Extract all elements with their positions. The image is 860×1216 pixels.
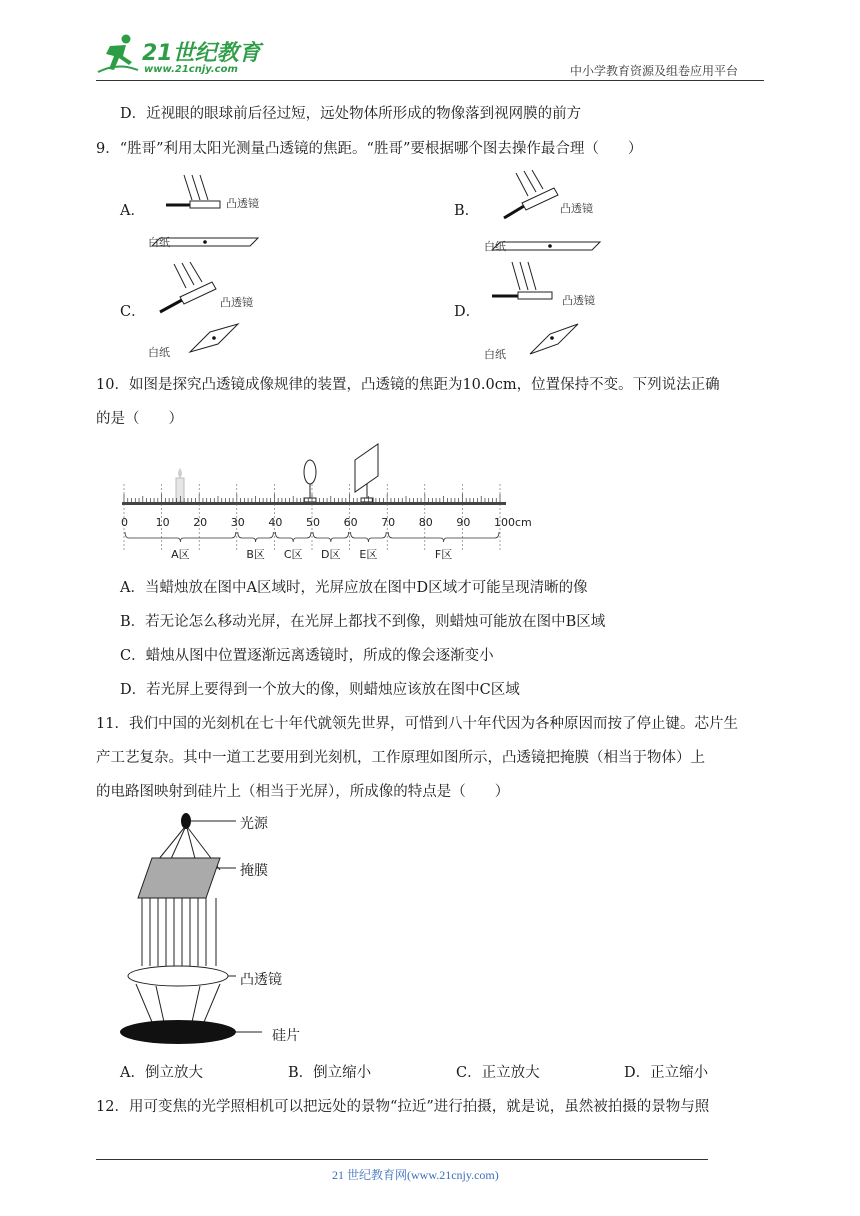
q9-label-b: B．: [454, 203, 480, 219]
label-silicon-wafer: 硅片: [272, 1028, 300, 1044]
ruler-tick-label: 10: [155, 516, 170, 529]
zone-brace: [125, 532, 236, 542]
q9-d-lens-label: 凸透镜: [562, 294, 595, 307]
q10-option-b: B．若无论怎么移动光屏，在光屏上都找不到像，则蜡烛可能放在图中B区域: [120, 614, 606, 630]
ruler-tick-label: 80: [418, 516, 433, 529]
q9-d-paper-label: 白纸: [484, 348, 506, 361]
q12-stem-line1: 12．用可变焦的光学照相机可以把远处的景物“拉近”进行拍摄，就是说，虽然被拍摄的景物与照: [96, 1099, 710, 1115]
ruler-tick-label: 0: [121, 516, 128, 529]
silicon-wafer-icon: [120, 1020, 236, 1044]
q10-option-a: A．当蜡烛放在图中A区域时，光屏应放在图中D区域才可能呈现清晰的像: [120, 580, 588, 596]
q9-stem: 9．“胜哥”利用太阳光测量凸透镜的焦距。“胜哥”要根据哪个图去操作最合理（ ）: [96, 141, 643, 157]
label-light-source: 光源: [240, 816, 268, 832]
ruler-tick-label: 90: [456, 516, 471, 529]
zone-label: F区: [434, 548, 453, 561]
zone-brace: [238, 532, 274, 542]
header-logo: [96, 32, 266, 78]
zone-label: A区: [171, 548, 190, 561]
zone-label: B区: [246, 548, 265, 561]
q9-a-lens-label: 凸透镜: [226, 197, 259, 210]
label-convex-lens: 凸透镜: [240, 972, 282, 988]
site-title: 中小学教育资源及组卷应用平台: [570, 64, 739, 78]
optical-bench-figure: [110, 440, 540, 568]
lithography-figure: [112, 808, 312, 1058]
zone-label: D区: [321, 548, 341, 561]
q10-option-d: D．若光屏上要得到一个放大的像，则蜡烛应该放在图中C区域: [120, 682, 520, 698]
q9-b-paper-label: 白纸: [484, 240, 506, 253]
ruler-tick-label: 60: [343, 516, 358, 529]
zone-label: E区: [359, 548, 378, 561]
q10-option-c: C．蜡烛从图中位置逐渐远离透镜时，所成的像会逐渐变小: [120, 648, 494, 664]
light-source-icon: [181, 813, 191, 829]
ruler-tick-label: 100cm: [494, 516, 532, 529]
q9-a-paper-label: 白纸: [148, 236, 170, 249]
q11-stem-line1: 11．我们中国的光刻机在七十年代就领先世界，可惜到八十年代因为各种原因而按了停止键。芯片生: [96, 716, 738, 732]
ruler-tick-label: 20: [193, 516, 208, 529]
q9-label-d: D．: [454, 304, 481, 320]
label-mask: 掩膜: [240, 863, 268, 879]
q9-c-lens-label: 凸透镜: [220, 296, 253, 309]
q10-stem-line2: 的是（ ）: [96, 411, 183, 427]
logo-url-text: www.21cnjy.com: [144, 64, 238, 75]
screen-icon: [355, 444, 378, 502]
q11-option-c: C．正立放大: [456, 1065, 540, 1081]
q8-option-d: D．近视眼的眼球前后径过短，远处物体所形成的物像落到视网膜的前方: [120, 106, 582, 122]
zone-brace: [351, 532, 387, 542]
ruler-tick-label: 50: [306, 516, 320, 529]
zone-label: C区: [283, 548, 303, 561]
q11-stem-line3: 的电路图映射到硅片上（相当于光屏），所成像的特点是（ ）: [96, 784, 510, 800]
q9-b-lens-label: 凸透镜: [560, 202, 593, 215]
q9-label-a: A．: [120, 203, 145, 219]
q10-stem-line1: 10．如图是探究凸透镜成像规律的装置，凸透镜的焦距为10.0cm，位置保持不变。下列说法正确: [96, 377, 720, 393]
q11-stem-line2: 产工艺复杂。其中一道工艺要用到光刻机，工作原理如图所示，凸透镜把掩膜（相当于物体）上: [96, 750, 705, 766]
zone-brace: [275, 532, 311, 542]
header-divider: [96, 80, 764, 81]
ruler-tick-label: 30: [230, 516, 245, 529]
ruler-tick-label: 70: [381, 516, 396, 529]
q11-option-a: A．倒立放大: [120, 1065, 203, 1081]
zone-brace: [313, 532, 349, 542]
q9-label-c: C．: [120, 304, 146, 320]
zone-brace: [388, 532, 499, 542]
mask-icon: [138, 858, 220, 898]
runner-logo-icon: [96, 32, 140, 76]
q9-c-paper-label: 白纸: [148, 346, 170, 359]
ruler-tick-label: 40: [268, 516, 283, 529]
footer-divider: [96, 1159, 708, 1160]
lens-icon: [304, 460, 316, 502]
q11-option-b: B．倒立缩小: [288, 1065, 372, 1081]
convex-lens-icon: [128, 966, 228, 986]
candle-icon: [176, 468, 184, 502]
q11-option-d: D．正立缩小: [624, 1065, 709, 1081]
logo-main-text: 21世纪教育: [142, 41, 261, 66]
footer-text: 21 世纪教育网(www.21cnjy.com): [332, 1168, 499, 1182]
